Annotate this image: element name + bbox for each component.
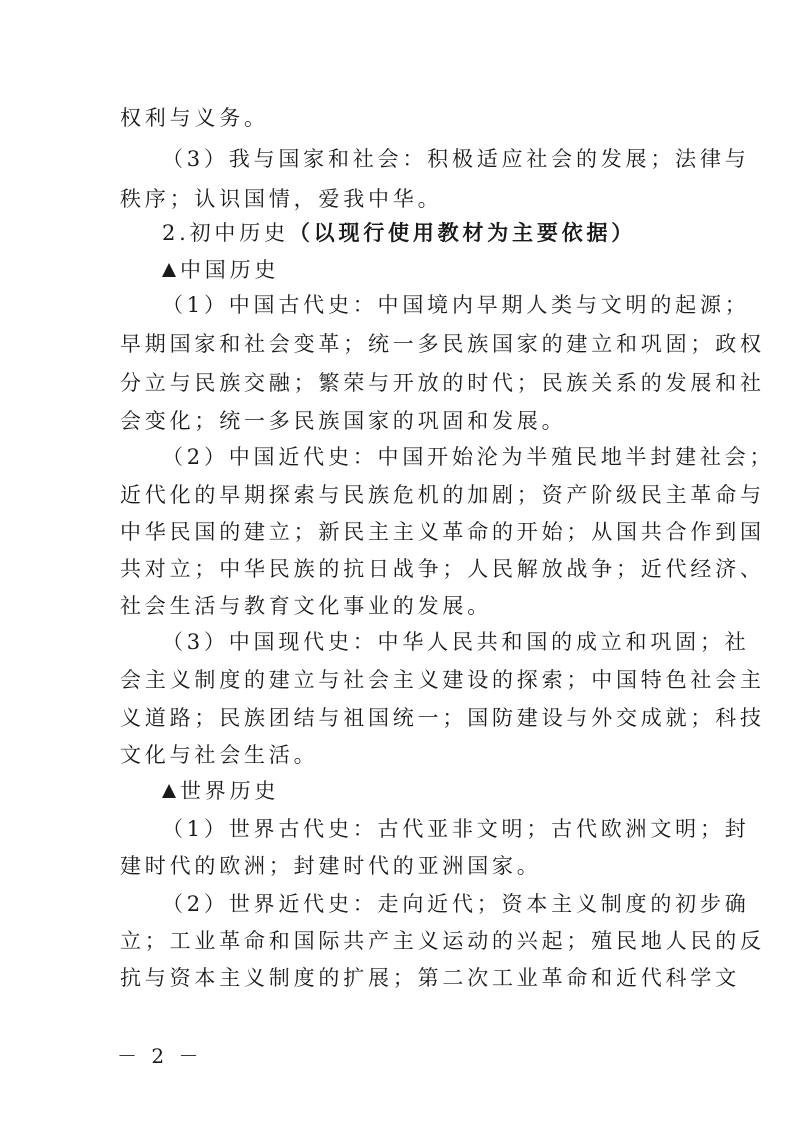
section-heading	[162, 219, 680, 247]
text-line: 立；工业革命和国际共产主义运动的兴起；殖民地人民的反	[120, 929, 765, 953]
subsection-heading	[162, 256, 680, 284]
text-line: （2）中国近代史：中国开始沦为半殖民地半封建社会；	[162, 445, 775, 469]
heading-note: （以现行使用教材为主要依据）	[288, 220, 637, 245]
text-line: 中华民国的建立；新民主主义革命的开始；从国共合作到国	[120, 520, 765, 544]
text-line: 义道路；民族团结与祖国统一；国防建设与外交成就；科技	[120, 706, 765, 730]
text-line: 建时代的欧洲；封建时代的亚洲国家。	[120, 854, 542, 878]
text-line: （3）我与国家和社会：积极适应社会的发展；法律与	[162, 147, 750, 171]
text-line: （1）世界古代史：古代亚非文明；古代欧洲文明；封	[162, 817, 750, 841]
page-number: － 2 －	[117, 1044, 203, 1068]
text-line: 抗与资本主义制度的扩展；第二次工业革命和近代科学文	[120, 966, 740, 990]
text-line: 近代化的早期探索与民族危机的加剧；资产阶级民主革命与	[120, 483, 765, 507]
subsection-label: 世界历史	[180, 779, 280, 803]
text-line: 秩序；认识国情，爱我中华。	[120, 187, 443, 211]
text-line: 共对立；中华民族的抗日战争；人民解放战争；近代经济、	[120, 557, 765, 581]
text-line: 早期国家和社会变革；统一多民族国家的建立和巩固；政权	[120, 332, 765, 356]
text-line: （2）世界近代史：走向近代；资本主义制度的初步确	[162, 892, 750, 916]
subsection-heading	[162, 777, 680, 805]
text-line: 社会生活与教育文化事业的发展。	[120, 594, 492, 618]
heading-number: 2.初中历史	[162, 221, 289, 245]
triangle-bullet-icon	[162, 784, 176, 798]
text-line: （3）中国现代史：中华人民共和国的成立和巩固；社	[162, 630, 750, 654]
text-line: 分立与民族交融；繁荣与开放的时代；民族关系的发展和社	[120, 371, 765, 395]
text-line: 文化与社会生活。	[120, 743, 319, 767]
text-line: （1）中国古代史：中国境内早期人类与文明的起源；	[162, 293, 750, 317]
text-line: 会变化；统一多民族国家的巩固和发展。	[120, 409, 567, 433]
subsection-label: 中国历史	[180, 258, 280, 282]
triangle-bullet-icon	[162, 263, 176, 277]
text-line: 会主义制度的建立与社会主义建设的探索；中国特色社会主	[120, 668, 765, 692]
text-line: 权利与义务。	[120, 106, 269, 130]
